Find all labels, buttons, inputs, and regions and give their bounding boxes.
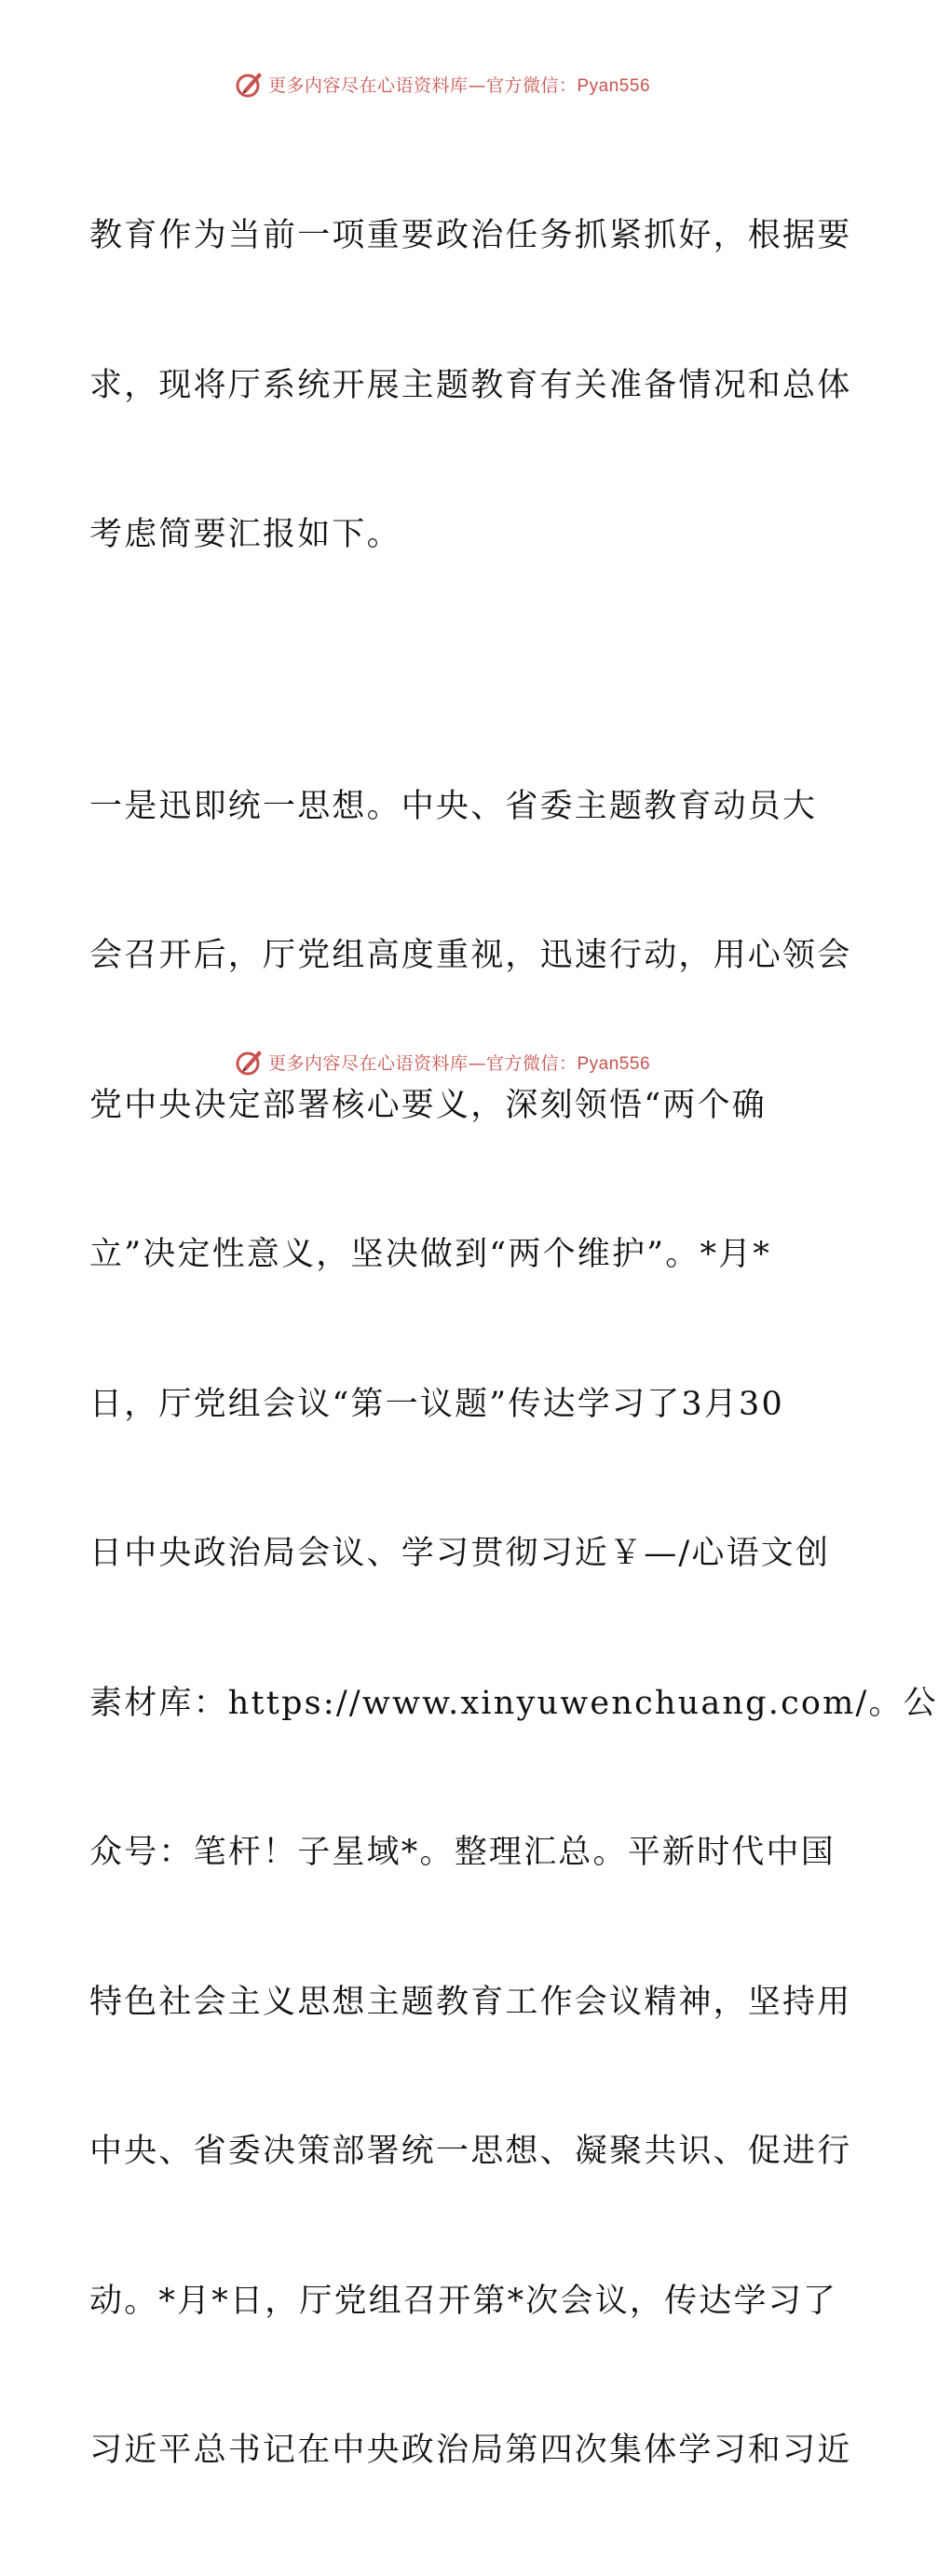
banner-suffix-text: 官方微信： [485,75,578,96]
text-line: 素材库：https://www.xinyuwenchuang.com/。公 [89,1684,938,1722]
banner-main-text: 更多内容尽在心语资料库 [267,75,469,96]
document-body [89,112,938,2576]
banner-separator: — [468,1052,486,1074]
text-line: 立”决定性意义，坚决做到“两个维护”。*月* [89,1236,772,1273]
banner-text [268,72,650,97]
text-line: 党中央决定部署核心要义，深刻领悟“两个确 [89,1086,767,1124]
banner-suffix-text: 官方微信： [485,1052,578,1074]
quill-circle-icon [235,1047,265,1077]
text-line: 中央、省委决策部署统一思想、凝聚共识、促进行 [89,2133,852,2170]
banner-text [268,1050,650,1075]
paragraph-1 [89,112,852,660]
header-banner [0,65,885,102]
text-line: 日中央政治局会议、学习贯彻习近￥—/心语文创 [89,1535,831,1572]
quill-circle-icon [235,69,265,99]
text-line: 众号：笔杆！子星域*。整理汇总。平新时代中国 [89,1834,836,1871]
text-line: 教育作为当前一项重要政治任务抓紧抓好，根据要 [89,217,852,254]
text-line: 特色社会主义思想主题教育工作会议精神，坚持用 [89,1983,852,2021]
text-line: 求，现将厅系统开展主题教育有关准备情况和总体 [89,366,852,404]
banner-wechat-id: Pyan556 [577,1053,651,1074]
text-line: 日，厅党组会议“第一议题”传达学习了3月30 [89,1385,784,1423]
banner-main-text: 更多内容尽在心语资料库 [267,1052,469,1074]
text-line: 考虑简要汇报如下。 [89,516,401,553]
text-line: 会召开后，厅党组高度重视，迅速行动，用心领会 [89,937,852,974]
text-line: 习近平总书记在中央政治局第四次集体学习和习近 [89,2432,852,2469]
footer-banner [0,1043,885,1080]
paragraph-2 [89,683,938,2576]
text-line: 动。*月*日，厅党组召开第*次会议，传达学习了 [89,2282,838,2320]
banner-separator: — [468,75,486,96]
text-line: 一是迅即统一思想。中央、省委主题教育动员大 [89,787,818,825]
banner-wechat-id: Pyan556 [577,75,651,96]
